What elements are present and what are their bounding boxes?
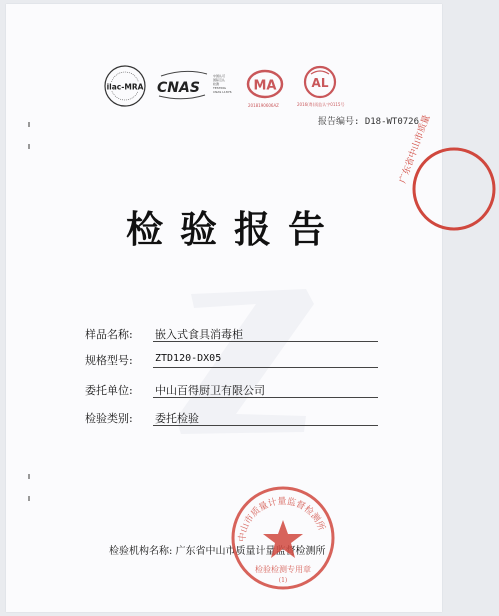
svg-text:广东省中山市质量: 广东省中山市质量 [398, 113, 433, 185]
underline [153, 425, 378, 426]
page-title: 检验报告 [126, 207, 342, 251]
sample-name-label: 样品名称: [85, 328, 133, 341]
client-label: 委托单位: [85, 384, 133, 397]
svg-text:MA: MA [253, 78, 277, 94]
binding-mark [28, 122, 30, 127]
underline [153, 397, 378, 398]
accreditation-logos [103, 64, 363, 110]
model-label: 规格型号: [85, 354, 133, 367]
cma-logo: MA 2018190606AZ [245, 66, 285, 110]
inspection-type-label: 检验类别: [85, 412, 133, 425]
organization-name: 检验机构名称: 广东省中山市质量计量监督检测所 [109, 546, 326, 557]
report-page [6, 4, 442, 612]
binding-mark [28, 144, 30, 149]
model-field [85, 352, 385, 368]
sample-name-field [85, 326, 385, 342]
binding-mark [28, 474, 30, 479]
cal-logo: AL 2016(粤)质监认字0115号 [299, 64, 341, 110]
sample-name-value: 嵌入式食具消毒柜 [155, 328, 243, 341]
underline [153, 341, 378, 342]
svg-text:CNAS: CNAS [157, 80, 200, 96]
binding-mark [28, 496, 30, 501]
underline [153, 367, 378, 368]
svg-text:中山市质量计量监督检测所: 中山市质量计量监督检测所 [237, 496, 327, 543]
client-value: 中山百得厨卫有限公司 [155, 384, 265, 397]
side-seal [398, 113, 451, 234]
svg-text:检验检测专用章: 检验检测专用章 [255, 565, 311, 574]
ilac-mra-logo [103, 64, 147, 108]
cnas-logo: CNAS 中国认可 国际互认 检测 TESTING CNAS L1876 [155, 68, 243, 102]
inspection-type-field [85, 410, 385, 426]
svg-text:(1): (1) [278, 577, 288, 584]
inspection-type-value: 委托检验 [155, 412, 199, 425]
client-field [85, 382, 385, 398]
model-value: ZTD120-DX05 [155, 353, 222, 364]
official-seal [227, 482, 339, 594]
report-number: 报告编号: D18-WT0726 [318, 117, 420, 127]
svg-text:ilac-MRA: ilac-MRA [106, 82, 144, 92]
svg-text:AL: AL [311, 76, 329, 90]
